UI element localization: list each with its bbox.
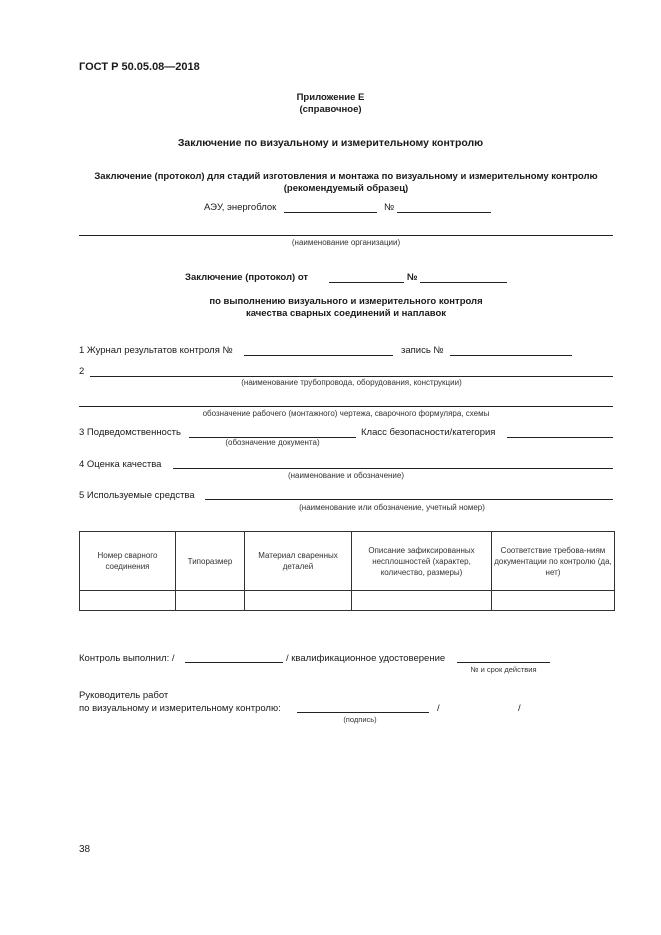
- drawing-line: [79, 406, 613, 407]
- appendix-title: Приложение Е: [296, 92, 365, 103]
- col-defects-description: Описание зафиксированных несплошностей (характер, количество, размеры): [352, 532, 492, 591]
- conclusion-date-blank: [329, 282, 404, 283]
- qualification-blank: [457, 662, 550, 663]
- safety-class-blank: [507, 437, 613, 438]
- table-cell[interactable]: [492, 591, 615, 611]
- page-number: 38: [79, 844, 91, 855]
- journal-number-blank: [244, 355, 393, 356]
- appendix-subtitle: (справочное): [299, 104, 362, 115]
- main-title: Заключение по визуальному и измерительному контролю: [177, 137, 484, 149]
- head-of-works-line2: по визуальному и измерительному контролю:: [79, 703, 281, 714]
- col-weld-number: Номер сварного соединения: [80, 532, 176, 591]
- protocol-heading-line2: (рекомендуемый образец): [283, 183, 409, 194]
- aeu-blank: [284, 212, 377, 213]
- controller-name-blank: [185, 662, 283, 663]
- item2-blank: [90, 376, 613, 377]
- col-size-type: Типоразмер: [176, 532, 245, 591]
- qualification-label: / квалификационное удостоверение: [286, 653, 446, 664]
- organization-caption: (наименование организации): [291, 238, 401, 247]
- conclusion-subtitle-1: по выполнению визуального и измерительного контроля: [209, 296, 483, 307]
- drawing-caption: обозначение рабочего (монтажного) чертежа, сварочного формуляра, схемы: [202, 409, 490, 418]
- conclusion-number-blank: [420, 282, 507, 283]
- signature-slash-2: /: [518, 703, 521, 714]
- record-number-blank: [450, 355, 572, 356]
- journal-label: 1 Журнал результатов контроля №: [79, 345, 233, 356]
- table-cell[interactable]: [245, 591, 352, 611]
- subordination-label: 3 Подведомственность: [79, 427, 181, 438]
- document-caption: (обозначение документа): [225, 438, 320, 447]
- aeu-number-label: №: [384, 202, 395, 213]
- quality-caption: (наименование и обозначение): [287, 471, 405, 480]
- control-performed-label: Контроль выполнил: /: [79, 653, 175, 664]
- conclusion-subtitle-2: качества сварных соединений и наплавок: [245, 308, 447, 319]
- conclusion-number-label: №: [407, 272, 418, 283]
- table-header-row: [80, 532, 615, 591]
- signature-slash-1: /: [437, 703, 440, 714]
- table-cell[interactable]: [80, 591, 176, 611]
- organization-line: [79, 235, 613, 236]
- item2-label: 2: [79, 366, 85, 377]
- protocol-heading-line1: Заключение (протокол) для стадий изготовления и монтажа по визуальному и измерительному контролю: [94, 171, 598, 182]
- table-cell[interactable]: [176, 591, 245, 611]
- signature-caption: (подпись): [343, 715, 377, 724]
- quality-blank: [173, 468, 613, 469]
- col-material: Материал свaренных деталей: [245, 532, 352, 591]
- standard-code: ГОСТ Р 50.05.08—2018: [79, 61, 200, 73]
- qualification-caption: № и срок действия: [470, 665, 537, 674]
- table-row: [80, 591, 615, 611]
- signature-blank: [297, 712, 429, 713]
- col-compliance: Соответствие требова-ниям документации по контролю (да, нет): [492, 532, 615, 591]
- table-cell[interactable]: [352, 591, 492, 611]
- means-label: 5 Используемые средства: [79, 490, 195, 501]
- item2-caption: (наименование трубопровода, оборудования, конструкции): [241, 378, 462, 387]
- aeu-number-blank: [397, 212, 491, 213]
- conclusion-title: Заключение (протокол) от: [185, 272, 309, 283]
- safety-class-label: Класс безопасности/категория: [361, 427, 496, 438]
- means-caption: (наименование или обозначение, учетный номер): [299, 503, 485, 512]
- head-of-works-line1: Руководитель работ: [79, 690, 169, 701]
- results-table: [79, 531, 615, 611]
- aeu-label: АЭУ, энергоблок: [204, 202, 277, 213]
- quality-label: 4 Оценка качества: [79, 459, 162, 470]
- means-blank: [205, 499, 613, 500]
- record-label: запись №: [401, 345, 444, 356]
